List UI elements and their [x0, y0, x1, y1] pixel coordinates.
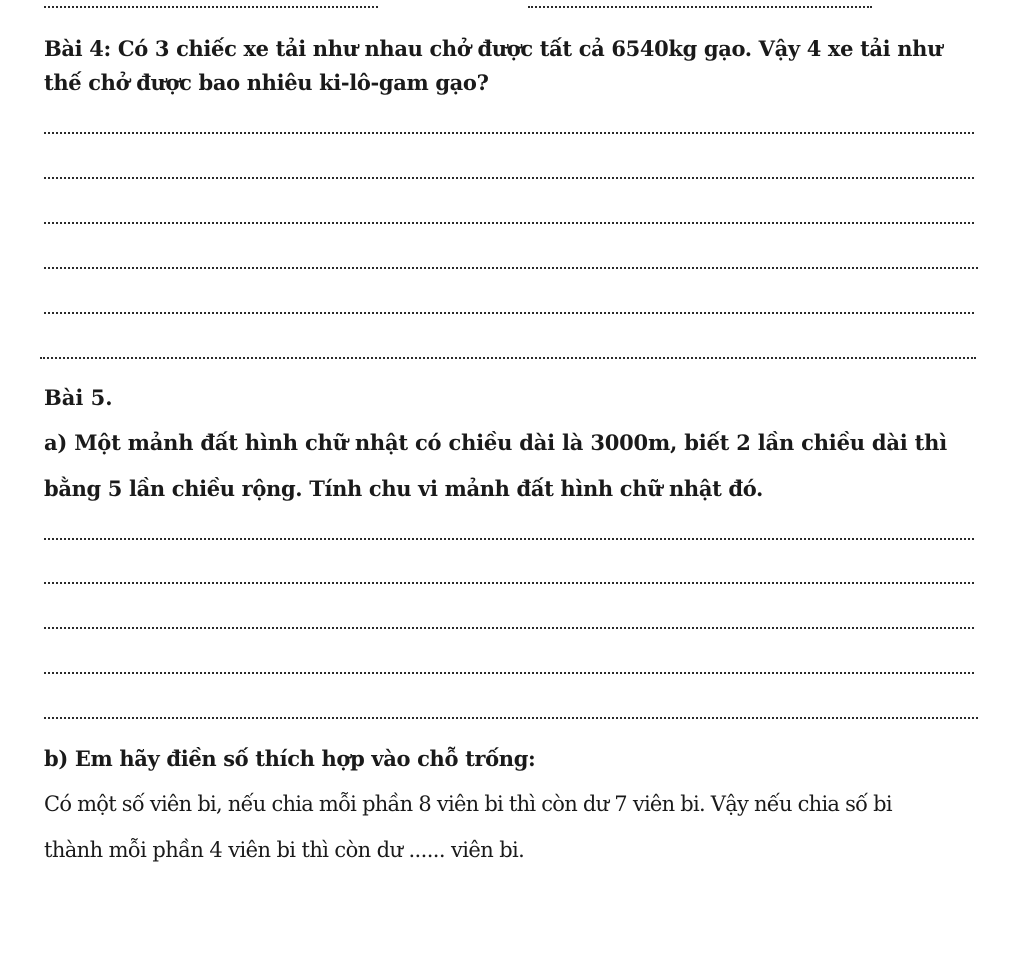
- bai4-question-line2: thế chở được bao nhiêu ki-lô-gam gạo?: [44, 70, 489, 95]
- bai5a-question-line1: a) Một mảnh đất hình chữ nhật có chiều dài là 3000m, biết 2 lần chiều dài thì: [44, 430, 948, 455]
- bai5a-question-line2: bằng 5 lần chiều rộng. Tính chu vi mảnh đất hình chữ nhật đó.: [44, 476, 763, 501]
- bai5b-question-line1: Có một số viên bi, nếu chia mỗi phần 8 viên bi thì còn dư 7 viên bi. Vậy nếu chia số bi: [44, 792, 892, 816]
- answer-line-top-left: [44, 6, 378, 8]
- bai4-answer-line[interactable]: [40, 357, 976, 359]
- bai5a-answer-line[interactable]: [44, 538, 974, 540]
- bai4-answer-line[interactable]: [44, 132, 974, 134]
- bai4-question-line1: Bài 4: Có 3 chiếc xe tải như nhau chở được tất cả 6540kg gạo. Vậy 4 xe tải như: [44, 36, 943, 61]
- bai5a-answer-line[interactable]: [44, 717, 978, 719]
- bai4-answer-line[interactable]: [44, 312, 974, 314]
- bai5a-answer-line[interactable]: [44, 582, 974, 584]
- bai5b-question-line2: thành mỗi phần 4 viên bi thì còn dư ...... viên bi.: [44, 838, 525, 862]
- bai5-heading: Bài 5.: [44, 385, 113, 410]
- bai5b-heading: b) Em hãy điền số thích hợp vào chỗ trống:: [44, 746, 536, 771]
- bai4-answer-line[interactable]: [44, 267, 978, 269]
- answer-line-top-right: [528, 6, 872, 8]
- bai5a-answer-line[interactable]: [44, 627, 974, 629]
- bai4-answer-line[interactable]: [44, 222, 974, 224]
- bai5a-answer-line[interactable]: [44, 672, 974, 674]
- bai4-answer-line[interactable]: [44, 177, 974, 179]
